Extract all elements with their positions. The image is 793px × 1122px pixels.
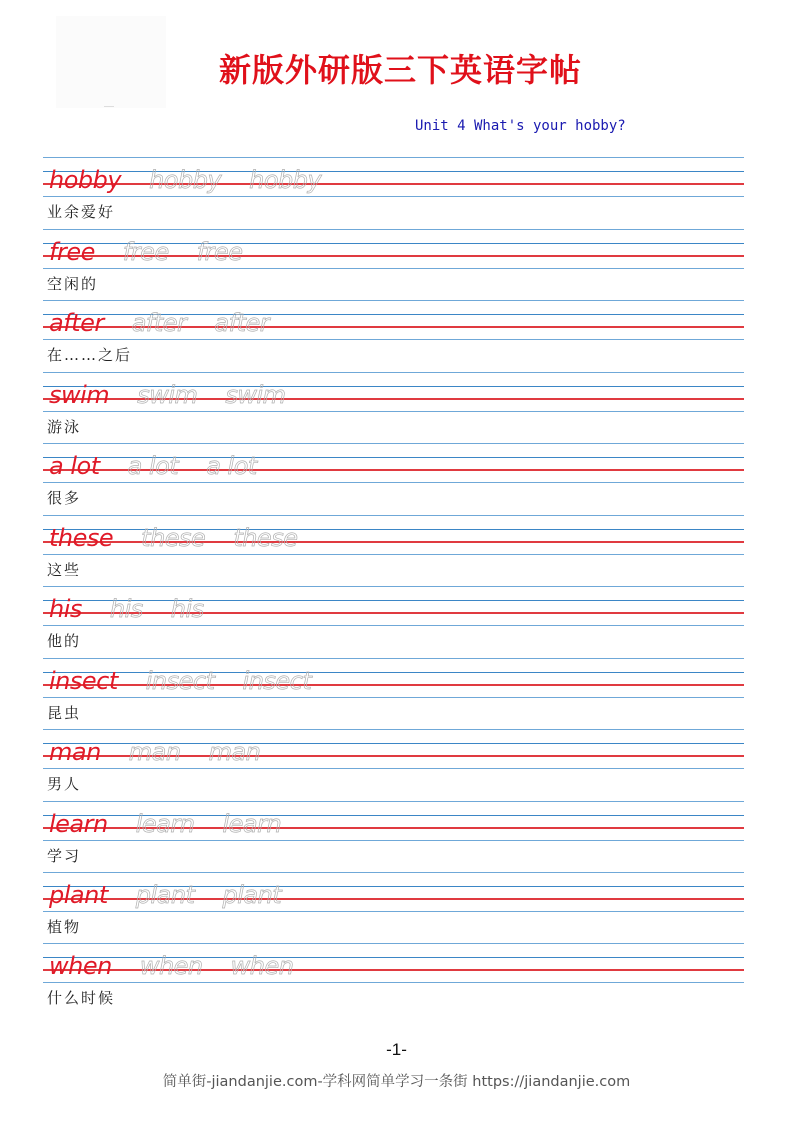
guide-line-top [43, 658, 744, 659]
guide-line-top [43, 729, 744, 730]
guide-line-bottom [43, 625, 744, 626]
word-model: these [49, 523, 114, 552]
guide-line-top [43, 300, 744, 301]
word-trace: learn [135, 809, 195, 838]
word-trace: his [109, 595, 143, 623]
guide-line-bottom [43, 911, 744, 912]
guide-line-top [43, 515, 744, 516]
word-model: a lot [49, 452, 100, 480]
guide-line-bottom [43, 482, 744, 483]
word-entry [43, 943, 744, 1015]
word-model: hobby [49, 166, 122, 194]
word-row [49, 806, 281, 836]
word-model: when [49, 952, 112, 980]
word-trace: plant [222, 881, 282, 909]
word-meaning: 空闲的 [47, 274, 99, 293]
word-trace: after [214, 309, 270, 337]
word-row [49, 663, 311, 693]
word-trace: these [233, 523, 298, 552]
word-trace: insect [145, 666, 215, 695]
guide-line-top [43, 229, 744, 230]
word-entry [43, 658, 744, 730]
word-meaning: 在……之后 [47, 346, 133, 364]
word-trace: swim [137, 380, 198, 409]
word-model: after [49, 309, 104, 337]
guide-line-top [43, 586, 744, 587]
word-meaning: 学习 [47, 846, 82, 865]
word-trace: when [230, 952, 294, 980]
word-entry [43, 157, 744, 229]
word-model: man [49, 738, 101, 766]
word-trace: his [170, 595, 204, 623]
word-entry [43, 300, 744, 372]
guide-line-bottom [43, 982, 744, 983]
word-trace: swim [225, 380, 286, 409]
guide-line-bottom [43, 554, 744, 555]
word-entry [43, 801, 744, 873]
word-trace: a lot [206, 452, 257, 480]
word-trace: after [131, 309, 187, 337]
word-meaning: 游泳 [47, 417, 82, 436]
word-meaning: 昆虫 [47, 703, 82, 722]
word-trace: free [196, 237, 243, 266]
word-entry [43, 872, 744, 944]
word-trace: these [141, 523, 206, 552]
word-model: his [49, 595, 82, 623]
word-trace: hobby [149, 166, 222, 194]
guide-line-bottom [43, 196, 744, 197]
word-meaning: 业余爱好 [47, 203, 116, 221]
guide-line-top [43, 872, 744, 873]
word-meaning: 这些 [47, 560, 82, 579]
source-footer: 简单街-jiandanjie.com-学科网简单学习一条街 https://jiandanjie.com [162, 1074, 631, 1090]
word-row [49, 877, 281, 907]
word-model: insect [49, 666, 118, 695]
word-entry [43, 586, 744, 658]
word-entry [43, 372, 744, 444]
word-model: swim [49, 380, 110, 409]
word-trace: plant [135, 881, 195, 909]
word-trace: insect [242, 666, 312, 695]
guide-line-bottom [43, 339, 744, 340]
word-meaning: 什么时候 [47, 989, 116, 1007]
word-entry [43, 229, 744, 301]
word-meaning: 他的 [47, 632, 82, 650]
decorative-dash [104, 106, 114, 107]
word-trace: free [122, 237, 169, 266]
word-row [49, 305, 269, 335]
word-model: free [49, 237, 95, 266]
word-meaning: 男人 [47, 775, 82, 793]
word-row [49, 591, 204, 621]
guide-line-bottom [43, 768, 744, 769]
guide-line-top [43, 372, 744, 373]
word-trace: man [208, 738, 261, 766]
guide-line-bottom [43, 411, 744, 412]
word-entry [43, 515, 744, 587]
word-trace: man [128, 738, 181, 766]
word-meaning: 植物 [47, 918, 82, 936]
word-row [49, 734, 260, 764]
guide-line-top [43, 443, 744, 444]
word-trace: when [139, 952, 203, 980]
word-meaning: 很多 [47, 489, 82, 507]
word-trace: hobby [249, 166, 322, 194]
guide-line-bottom [43, 268, 744, 269]
word-entry [43, 443, 744, 515]
word-row [49, 520, 297, 550]
guide-line-top [43, 801, 744, 802]
guide-line-bottom [43, 840, 744, 841]
word-model: plant [49, 881, 108, 909]
guide-line-top [43, 943, 744, 944]
word-model: learn [49, 809, 108, 838]
unit-subtitle: Unit 4 What's your hobby? [415, 118, 626, 134]
page-title: 新版外研版三下英语字帖 [218, 51, 582, 89]
word-entry [43, 729, 744, 801]
word-row [49, 162, 321, 192]
word-row [49, 377, 286, 407]
word-trace: a lot [127, 452, 179, 480]
page-number: -1- [386, 1040, 407, 1059]
word-trace: learn [222, 809, 282, 838]
guide-line-bottom [43, 697, 744, 698]
word-row [49, 448, 257, 478]
word-row [49, 948, 293, 978]
guide-line-top [43, 157, 744, 158]
word-row [49, 234, 243, 264]
